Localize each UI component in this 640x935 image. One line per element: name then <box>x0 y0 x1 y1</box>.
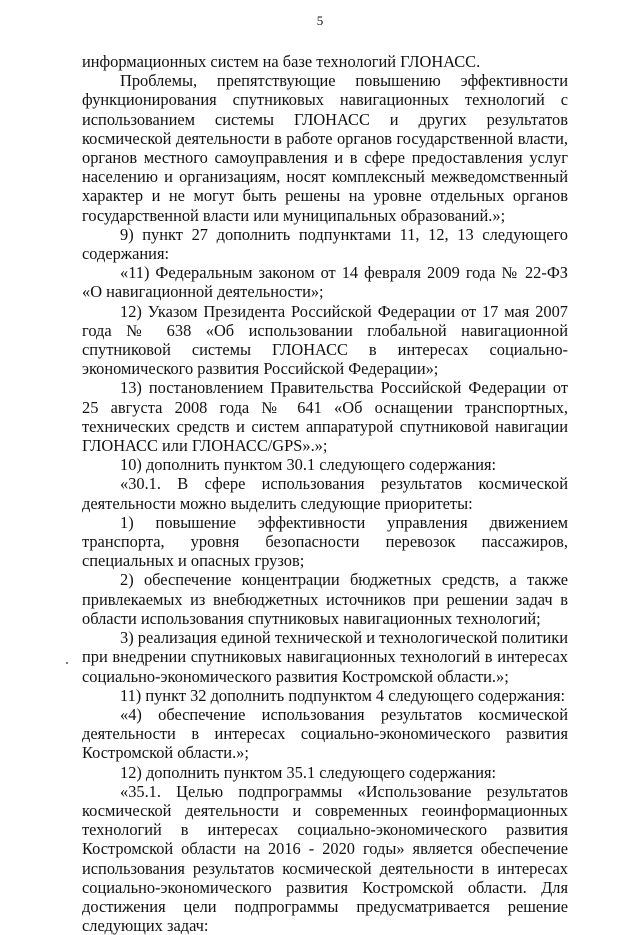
scan-dot <box>66 662 68 664</box>
paragraph: Проблемы, препятствующие повышению эффективности функционирования спутниковых навигационных технологий с использованием системы ГЛОНАСС и других результатов космической деятельности в работе органов государственной власти, органов местного самоуправления и в сфере предоставления услуг населению и организациям, носят комплексный межведомственный характер и не могут быть решены на уровне отдельных органов государственной власти или муниципальных образований.»; <box>82 71 568 225</box>
paragraph: «30.1. В сфере использования результатов космической деятельности можно выделить следующие приоритеты: <box>82 474 568 513</box>
paragraph: 13) постановлением Правительства Российской Федерации от 25 августа 2008 года № 641 «Об оснащении транспортных, технических средств и систем аппаратурой спутниковой навигации ГЛОНАСС или ГЛОНАСС/GPS».»; <box>82 378 568 456</box>
paragraph: 3) реализация единой технической и технологической политики при внедрении спутниковых навигационных технологий в интересах социально-экономического развития Костромской области.»; <box>82 628 568 686</box>
paragraph: 10) дополнить пунктом 30.1 следующего содержания: <box>120 455 497 475</box>
paragraph: 1) повышение эффективности управления движением транспорта, уровня безопасности перевозок пассажиров, специальных и опасных грузов; <box>82 512 568 571</box>
paragraph: информационных систем на базе технологий ГЛОНАСС. <box>82 52 481 71</box>
paragraph: «35.1. Целью подпрограммы «Использование результатов космической деятельности и современных геоинформационных технологий в интересах социально-экономического развития Костромской области на 2016 - 2020 годы» является обеспечение использования результатов космической деятельности в интересах социально-экономического развития Костромской области. Для достижения цели подпрограммы предусматривается решение следующих задач: <box>82 781 568 935</box>
page-number: 5 <box>316 13 324 28</box>
paragraph: 12) дополнить пунктом 35.1 следующего содержания: <box>120 762 497 782</box>
paragraph: «4) обеспечение использования результатов космической деятельности в интересах социально-экономического развития Костромской области.»; <box>82 704 568 763</box>
paragraph: «11) Федеральным законом от 14 февраля 2009 года № 22-ФЗ «О навигационной деятельности»; <box>82 263 568 302</box>
paragraph: 12) Указом Президента Российской Федерации от 17 мая 2007 года № 638 «Об использовании глобальной навигационной спутниковой системы ГЛОНАСС в интересах социально-экономического развития Российской Федерации»; <box>82 301 568 379</box>
paragraph: 9) пункт 27 дополнить подпунктами 11, 12, 13 следующего содержания: <box>82 224 568 264</box>
paragraph: 2) обеспечение концентрации бюджетных средств, а также привлекаемых из внебюджетных источников при решении задач в области использования спутниковых навигационных технологий; <box>82 570 568 628</box>
paragraph: 11) пункт 32 дополнить подпунктом 4 следующего содержания: <box>120 685 566 705</box>
document-body <box>82 52 568 935</box>
